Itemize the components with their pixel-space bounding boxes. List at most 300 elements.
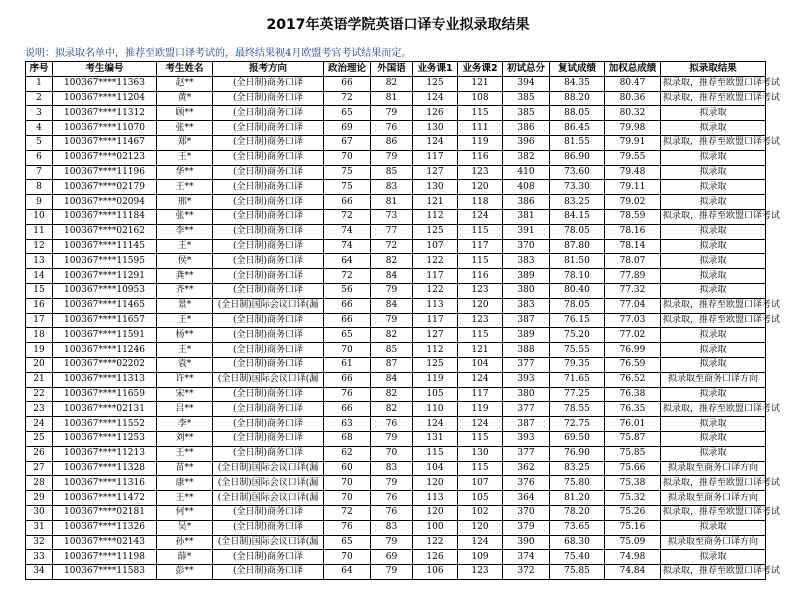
- cell-foreign-language: 79: [371, 535, 413, 550]
- cell-initial-total: 396: [503, 135, 550, 150]
- cell-course-2: 130: [458, 446, 503, 461]
- cell-politics: 61: [324, 357, 371, 372]
- cell-course-2: 117: [458, 239, 503, 254]
- table-row: [26, 328, 766, 343]
- cell-direction: (全日制)商务口译: [213, 520, 324, 535]
- cell-name: 侯*: [157, 254, 213, 269]
- cell-weighted-total: 78.16: [605, 224, 661, 239]
- cell-name: 王*: [157, 150, 213, 165]
- cell-admission-result: 拟录取，推荐至欧盟口译考试: [661, 209, 766, 224]
- cell-weighted-total: 79.55: [605, 150, 661, 165]
- cell-direction: (全日制)商务口译: [213, 417, 324, 432]
- cell-retest-score: 78.55: [550, 402, 605, 417]
- cell-politics: 56: [324, 283, 371, 298]
- table-row: [26, 535, 766, 550]
- cell-exam-id: 100367****11246: [53, 343, 157, 358]
- cell-name: 张**: [157, 121, 213, 136]
- cell-course-1: 121: [413, 195, 458, 210]
- cell-retest-score: 86.45: [550, 121, 605, 136]
- cell-course-2: 119: [458, 135, 503, 150]
- cell-initial-total: 370: [503, 505, 550, 520]
- cell-exam-id: 100367****11659: [53, 387, 157, 402]
- cell-seq: 8: [26, 180, 53, 195]
- cell-foreign-language: 69: [371, 550, 413, 565]
- header-foreign-language: 外国语: [371, 62, 413, 77]
- cell-course-1: 124: [413, 135, 458, 150]
- table-row: [26, 239, 766, 254]
- cell-weighted-total: 77.89: [605, 269, 661, 284]
- cell-course-1: 113: [413, 491, 458, 506]
- cell-foreign-language: 79: [371, 313, 413, 328]
- cell-name: 齐**: [157, 283, 213, 298]
- cell-admission-result: 拟录取: [661, 106, 766, 121]
- cell-direction: (全日制)商务口译: [213, 328, 324, 343]
- cell-course-2: 123: [458, 565, 503, 580]
- cell-retest-score: 80.40: [550, 283, 605, 298]
- cell-exam-id: 100367****11196: [53, 165, 157, 180]
- cell-admission-result: 拟录取，推荐至欧盟口译考试: [661, 313, 766, 328]
- cell-weighted-total: 79.98: [605, 121, 661, 136]
- cell-seq: 10: [26, 209, 53, 224]
- cell-weighted-total: 76.52: [605, 372, 661, 387]
- cell-initial-total: 370: [503, 239, 550, 254]
- cell-course-2: 105: [458, 491, 503, 506]
- cell-retest-score: 75.85: [550, 565, 605, 580]
- cell-exam-id: 100367****02162: [53, 224, 157, 239]
- cell-direction: (全日制)商务口译: [213, 283, 324, 298]
- cell-direction: (全日制)商务口译: [213, 76, 324, 91]
- cell-course-2: 102: [458, 505, 503, 520]
- cell-admission-result: 拟录取: [661, 150, 766, 165]
- cell-course-1: 117: [413, 269, 458, 284]
- cell-course-1: 122: [413, 254, 458, 269]
- cell-politics: 70: [324, 343, 371, 358]
- cell-name: 杨**: [157, 328, 213, 343]
- cell-course-2: 109: [458, 550, 503, 565]
- cell-course-1: 113: [413, 298, 458, 313]
- cell-foreign-language: 84: [371, 298, 413, 313]
- cell-foreign-language: 84: [371, 269, 413, 284]
- cell-course-1: 110: [413, 402, 458, 417]
- table-row: [26, 505, 766, 520]
- header-seq: 序号: [26, 62, 53, 77]
- cell-initial-total: 393: [503, 431, 550, 446]
- cell-weighted-total: 78.07: [605, 254, 661, 269]
- cell-name: 张**: [157, 209, 213, 224]
- cell-exam-id: 100367****11145: [53, 239, 157, 254]
- cell-direction: (全日制)商务口译: [213, 505, 324, 520]
- cell-initial-total: 408: [503, 180, 550, 195]
- cell-course-2: 107: [458, 476, 503, 491]
- cell-direction: (全日制)国际会议口译(漏: [213, 476, 324, 491]
- cell-admission-result: 拟录取，推荐至欧盟口译考试: [661, 476, 766, 491]
- cell-initial-total: 381: [503, 209, 550, 224]
- cell-weighted-total: 75.85: [605, 446, 661, 461]
- cell-name: 彭**: [157, 565, 213, 580]
- cell-course-2: 115: [458, 431, 503, 446]
- cell-name: 王*: [157, 313, 213, 328]
- cell-initial-total: 391: [503, 224, 550, 239]
- cell-retest-score: 76.15: [550, 313, 605, 328]
- cell-admission-result: 拟录取至商务口译方向: [661, 535, 766, 550]
- cell-initial-total: 379: [503, 520, 550, 535]
- header-row: [26, 62, 766, 77]
- cell-course-2: 123: [458, 283, 503, 298]
- cell-foreign-language: 79: [371, 565, 413, 580]
- cell-name: 景*: [157, 298, 213, 313]
- table-row: [26, 269, 766, 284]
- table-row: [26, 298, 766, 313]
- cell-initial-total: 388: [503, 343, 550, 358]
- cell-name: 许**: [157, 372, 213, 387]
- cell-foreign-language: 76: [371, 417, 413, 432]
- cell-initial-total: 389: [503, 328, 550, 343]
- cell-course-2: 115: [458, 106, 503, 121]
- cell-course-1: 130: [413, 121, 458, 136]
- cell-exam-id: 100367****11467: [53, 135, 157, 150]
- cell-admission-result: 拟录取: [661, 446, 766, 461]
- cell-politics: 76: [324, 387, 371, 402]
- cell-admission-result: 拟录取: [661, 520, 766, 535]
- cell-politics: 66: [324, 402, 371, 417]
- cell-retest-score: 88.05: [550, 106, 605, 121]
- cell-seq: 4: [26, 121, 53, 136]
- cell-direction: (全日制)商务口译: [213, 165, 324, 180]
- cell-admission-result: 拟录取: [661, 165, 766, 180]
- cell-retest-score: 81.55: [550, 135, 605, 150]
- table-body: [26, 76, 781, 579]
- cell-politics: 69: [324, 121, 371, 136]
- cell-foreign-language: 79: [371, 150, 413, 165]
- cell-exam-id: 100367****11253: [53, 431, 157, 446]
- cell-direction: (全日制)商务口译: [213, 387, 324, 402]
- cell-foreign-language: 84: [371, 372, 413, 387]
- cell-seq: 14: [26, 269, 53, 284]
- table-row: [26, 209, 766, 224]
- table-row: [26, 372, 766, 387]
- cell-exam-id: 100367****11184: [53, 209, 157, 224]
- cell-admission-result: 拟录取: [661, 224, 766, 239]
- cell-seq: 23: [26, 402, 53, 417]
- cell-retest-score: 78.05: [550, 224, 605, 239]
- cell-admission-result: 拟录取至商务口译方向: [661, 461, 766, 476]
- cell-retest-score: 81.50: [550, 254, 605, 269]
- cell-retest-score: 86.90: [550, 150, 605, 165]
- cell-foreign-language: 77: [371, 224, 413, 239]
- table-row: [26, 343, 766, 358]
- cell-course-1: 126: [413, 106, 458, 121]
- cell-retest-score: 78.20: [550, 505, 605, 520]
- table-row: [26, 254, 766, 269]
- cell-initial-total: 385: [503, 106, 550, 121]
- header-weighted-total: 加权总成绩: [605, 62, 661, 77]
- cell-foreign-language: 79: [371, 283, 413, 298]
- cell-politics: 72: [324, 209, 371, 224]
- header-name: 考生姓名: [157, 62, 213, 77]
- cell-initial-total: 393: [503, 372, 550, 387]
- cell-retest-score: 73.60: [550, 165, 605, 180]
- cell-exam-id: 100367****11204: [53, 91, 157, 106]
- cell-course-2: 124: [458, 209, 503, 224]
- cell-direction: (全日制)商务口译: [213, 224, 324, 239]
- cell-politics: 75: [324, 180, 371, 195]
- cell-exam-id: 100367****11583: [53, 565, 157, 580]
- cell-retest-score: 71.65: [550, 372, 605, 387]
- cell-name: 宋**: [157, 387, 213, 402]
- cell-exam-id: 100367****11591: [53, 328, 157, 343]
- cell-seq: 28: [26, 476, 53, 491]
- cell-course-2: 121: [458, 343, 503, 358]
- cell-admission-result: 拟录取: [661, 550, 766, 565]
- cell-admission-result: 拟录取: [661, 328, 766, 343]
- cell-name: 何**: [157, 505, 213, 520]
- cell-initial-total: 383: [503, 298, 550, 313]
- cell-course-2: 120: [458, 298, 503, 313]
- cell-foreign-language: 82: [371, 76, 413, 91]
- cell-politics: 76: [324, 520, 371, 535]
- cell-direction: (全日制)国际会议口译(漏: [213, 298, 324, 313]
- cell-politics: 74: [324, 224, 371, 239]
- cell-initial-total: 385: [503, 91, 550, 106]
- cell-weighted-total: 78.59: [605, 209, 661, 224]
- cell-retest-score: 75.40: [550, 550, 605, 565]
- cell-weighted-total: 77.02: [605, 328, 661, 343]
- cell-seq: 32: [26, 535, 53, 550]
- cell-politics: 60: [324, 461, 371, 476]
- cell-admission-result: 拟录取至商务口译方向: [661, 372, 766, 387]
- cell-retest-score: 75.80: [550, 476, 605, 491]
- admission-results-table: [25, 61, 781, 580]
- cell-seq: 30: [26, 505, 53, 520]
- cell-direction: (全日制)国际会议口译(漏: [213, 461, 324, 476]
- cell-direction: (全日制)商务口译: [213, 446, 324, 461]
- cell-weighted-total: 79.11: [605, 180, 661, 195]
- cell-direction: (全日制)商务口译: [213, 135, 324, 150]
- cell-politics: 70: [324, 476, 371, 491]
- cell-politics: 66: [324, 195, 371, 210]
- cell-course-1: 125: [413, 224, 458, 239]
- cell-direction: (全日制)商务口译: [213, 269, 324, 284]
- cell-course-1: 117: [413, 150, 458, 165]
- cell-course-2: 124: [458, 372, 503, 387]
- cell-weighted-total: 77.32: [605, 283, 661, 298]
- cell-initial-total: 389: [503, 269, 550, 284]
- cell-seq: 15: [26, 283, 53, 298]
- cell-name: 王*: [157, 343, 213, 358]
- cell-weighted-total: 75.66: [605, 461, 661, 476]
- cell-direction: (全日制)商务口译: [213, 209, 324, 224]
- table-row: [26, 195, 766, 210]
- cell-course-1: 126: [413, 550, 458, 565]
- cell-course-2: 116: [458, 269, 503, 284]
- cell-exam-id: 100367****02094: [53, 195, 157, 210]
- cell-course-2: 104: [458, 357, 503, 372]
- cell-course-1: 120: [413, 476, 458, 491]
- cell-admission-result: 拟录取，推荐至欧盟口译考试: [661, 565, 766, 580]
- cell-course-1: 122: [413, 535, 458, 550]
- cell-initial-total: 387: [503, 417, 550, 432]
- cell-seq: 12: [26, 239, 53, 254]
- cell-seq: 29: [26, 491, 53, 506]
- cell-seq: 26: [26, 446, 53, 461]
- cell-name: 李**: [157, 224, 213, 239]
- table-row: [26, 106, 766, 121]
- cell-foreign-language: 82: [371, 402, 413, 417]
- cell-direction: (全日制)商务口译: [213, 106, 324, 121]
- cell-foreign-language: 82: [371, 254, 413, 269]
- cell-retest-score: 78.10: [550, 269, 605, 284]
- cell-retest-score: 87.80: [550, 239, 605, 254]
- cell-politics: 64: [324, 565, 371, 580]
- cell-weighted-total: 75.09: [605, 535, 661, 550]
- cell-politics: 67: [324, 135, 371, 150]
- table-row: [26, 565, 766, 580]
- cell-exam-id: 100367****02143: [53, 535, 157, 550]
- cell-seq: 24: [26, 417, 53, 432]
- cell-admission-result: 拟录取: [661, 431, 766, 446]
- cell-admission-result: 拟录取，推荐至欧盟口译考试: [661, 91, 766, 106]
- table-row: [26, 491, 766, 506]
- cell-admission-result: 拟录取，推荐至欧盟口译考试: [661, 135, 766, 150]
- cell-seq: 22: [26, 387, 53, 402]
- cell-course-1: 119: [413, 372, 458, 387]
- cell-course-2: 119: [458, 402, 503, 417]
- cell-direction: (全日制)商务口译: [213, 121, 324, 136]
- cell-direction: (全日制)商务口译: [213, 550, 324, 565]
- table-row: [26, 461, 766, 476]
- table-row: [26, 76, 766, 91]
- cell-exam-id: 100367****11213: [53, 446, 157, 461]
- cell-politics: 68: [324, 431, 371, 446]
- table-row: [26, 417, 766, 432]
- cell-admission-result: 拟录取: [661, 239, 766, 254]
- cell-exam-id: 100367****11465: [53, 298, 157, 313]
- cell-exam-id: 100367****10953: [53, 283, 157, 298]
- cell-exam-id: 100367****02181: [53, 505, 157, 520]
- cell-course-2: 115: [458, 224, 503, 239]
- cell-direction: (全日制)国际会议口译(漏: [213, 372, 324, 387]
- cell-weighted-total: 80.36: [605, 91, 661, 106]
- cell-course-1: 104: [413, 461, 458, 476]
- cell-foreign-language: 87: [371, 357, 413, 372]
- cell-name: 王**: [157, 446, 213, 461]
- cell-exam-id: 100367****11595: [53, 254, 157, 269]
- cell-course-2: 124: [458, 535, 503, 550]
- cell-direction: (全日制)商务口译: [213, 343, 324, 358]
- cell-exam-id: 100367****02179: [53, 180, 157, 195]
- cell-seq: 13: [26, 254, 53, 269]
- cell-exam-id: 100367****02123: [53, 150, 157, 165]
- table-row: [26, 283, 766, 298]
- cell-initial-total: 362: [503, 461, 550, 476]
- cell-seq: 9: [26, 195, 53, 210]
- cell-initial-total: 383: [503, 254, 550, 269]
- cell-seq: 2: [26, 91, 53, 106]
- cell-politics: 63: [324, 417, 371, 432]
- cell-name: 王**: [157, 491, 213, 506]
- cell-politics: 70: [324, 550, 371, 565]
- cell-foreign-language: 81: [371, 91, 413, 106]
- cell-seq: 27: [26, 461, 53, 476]
- cell-initial-total: 377: [503, 402, 550, 417]
- cell-course-1: 112: [413, 343, 458, 358]
- cell-direction: (全日制)商务口译: [213, 91, 324, 106]
- cell-initial-total: 376: [503, 476, 550, 491]
- cell-course-1: 117: [413, 313, 458, 328]
- cell-politics: 64: [324, 254, 371, 269]
- cell-course-1: 122: [413, 283, 458, 298]
- cell-initial-total: 377: [503, 357, 550, 372]
- cell-weighted-total: 79.48: [605, 165, 661, 180]
- header-course-1: 业务课1: [413, 62, 458, 77]
- cell-exam-id: 100367****11552: [53, 417, 157, 432]
- cell-seq: 25: [26, 431, 53, 446]
- cell-course-1: 106: [413, 565, 458, 580]
- cell-direction: (全日制)国际会议口译(漏: [213, 535, 324, 550]
- cell-initial-total: 377: [503, 446, 550, 461]
- cell-retest-score: 81.20: [550, 491, 605, 506]
- cell-seq: 20: [26, 357, 53, 372]
- table-row: [26, 150, 766, 165]
- cell-initial-total: 380: [503, 387, 550, 402]
- cell-foreign-language: 76: [371, 121, 413, 136]
- cell-name: 郑*: [157, 135, 213, 150]
- table-row: [26, 520, 766, 535]
- cell-admission-result: 拟录取: [661, 283, 766, 298]
- cell-course-1: 130: [413, 180, 458, 195]
- cell-retest-score: 78.05: [550, 298, 605, 313]
- cell-exam-id: 100367****11312: [53, 106, 157, 121]
- cell-weighted-total: 78.14: [605, 239, 661, 254]
- cell-course-2: 123: [458, 165, 503, 180]
- cell-name: 顾**: [157, 106, 213, 121]
- cell-weighted-total: 75.16: [605, 520, 661, 535]
- cell-seq: 31: [26, 520, 53, 535]
- cell-seq: 6: [26, 150, 53, 165]
- cell-foreign-language: 79: [371, 476, 413, 491]
- cell-course-2: 111: [458, 121, 503, 136]
- cell-weighted-total: 80.32: [605, 106, 661, 121]
- table-row: [26, 224, 766, 239]
- cell-course-2: 123: [458, 313, 503, 328]
- cell-seq: 17: [26, 313, 53, 328]
- cell-name: 苗**: [157, 461, 213, 476]
- cell-foreign-language: 76: [371, 505, 413, 520]
- cell-weighted-total: 75.26: [605, 505, 661, 520]
- cell-name: 邢*: [157, 195, 213, 210]
- cell-course-1: 105: [413, 387, 458, 402]
- cell-admission-result: 拟录取，推荐至欧盟口译考试: [661, 402, 766, 417]
- cell-politics: 72: [324, 269, 371, 284]
- table-row: [26, 135, 766, 150]
- cell-retest-score: 79.35: [550, 357, 605, 372]
- cell-course-1: 127: [413, 165, 458, 180]
- cell-name: 康**: [157, 476, 213, 491]
- cell-politics: 66: [324, 76, 371, 91]
- cell-name: 薛*: [157, 550, 213, 565]
- cell-weighted-total: 80.47: [605, 76, 661, 91]
- cell-direction: (全日制)商务口译: [213, 565, 324, 580]
- cell-admission-result: 拟录取，推荐至欧盟口译考试: [661, 76, 766, 91]
- cell-course-1: 125: [413, 76, 458, 91]
- cell-course-1: 124: [413, 417, 458, 432]
- cell-seq: 21: [26, 372, 53, 387]
- cell-direction: (全日制)商务口译: [213, 431, 324, 446]
- cell-name: 赵**: [157, 76, 213, 91]
- cell-direction: (全日制)商务口译: [213, 313, 324, 328]
- cell-retest-score: 84.15: [550, 209, 605, 224]
- cell-direction: (全日制)商务口译: [213, 357, 324, 372]
